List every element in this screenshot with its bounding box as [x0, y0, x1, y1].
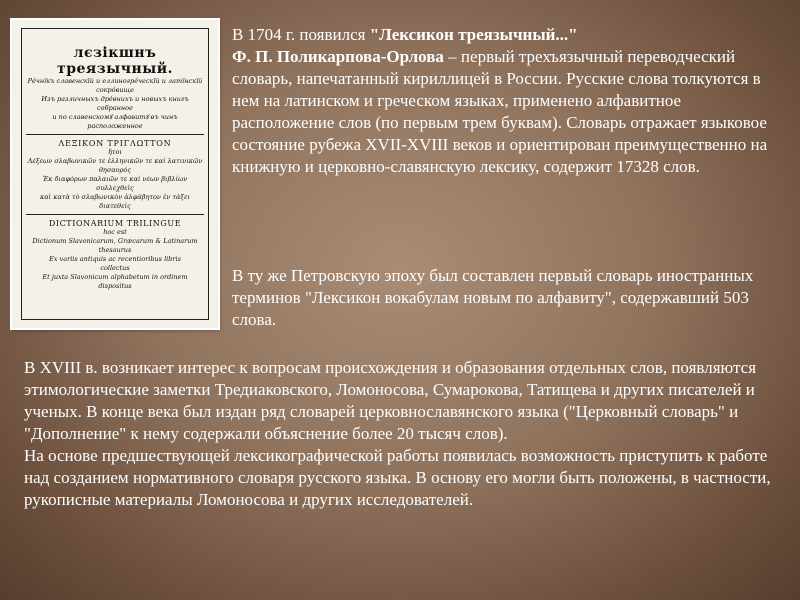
para1-intro: В 1704 г. появился: [232, 25, 370, 44]
para1-body: – первый трехъязычный переводческий словарь, напечатанный кириллицей в России. Русские слова толкуются в нем на латинском и греческом языках, применено алфавитное расположение слов (по первым трем буквам). Словарь отражает языковое состояние рубежа XVII-XVIII веков и ориентирован преимущественно на книжную и церковно-славянскую лексику, содержит 17328 слов.: [232, 47, 768, 176]
para1-title: "Лексикон треязычный...": [369, 25, 578, 44]
title-page-greek-line: Ἐκ διαφόρων παλαιῶν τε καὶ νέων βιβλίων: [42, 175, 188, 183]
title-page-slavonic-line: Изъ различныхъ дре́внихъ и новыхъ книгъ: [41, 95, 189, 103]
para3-body-1: В XVIII в. возникает интерес к вопросам происхождения и образования отдельных слов, появляются этимологические заметки Тредиаковского, Ломоносова, Сумарокова, Татищева и других писателей и ученых. В конце века был издан ряд словарей церковнославянского языка ("Церковный словарь" и "Дополнение" к нему содержали объяснение более 20 тысяч слов).: [24, 358, 757, 443]
paragraph-foreign-terms: [232, 265, 784, 331]
title-page-greek-line: διατεθεὶς: [99, 202, 131, 210]
title-page-slavonic-line: Ре́чнїкъ славенскїй и еллиногре́ческїй и латїнскїй: [27, 77, 203, 85]
title-page-latin-line: thesaurus: [98, 246, 132, 254]
title-page-greek-line: καὶ κατὰ τὸ σλαβωνικὸν ἀλφάβητον ἐν τάξει: [40, 193, 190, 201]
title-page-latin-line: hoc est: [103, 228, 127, 236]
title-page-greek-line: συλλεχθεὶς: [96, 184, 134, 192]
title-page-greek-heading: ΛΕΞΙΚΟΝ ΤΡΙΓΛΩΤΤΟΝ: [58, 139, 172, 148]
title-page-slavonic-line: сокро́вище: [96, 86, 134, 94]
lexicon-title-page-image: [12, 20, 218, 328]
title-page-latin-line: Et juxta Slavonicum alphabetum in ordinem: [42, 273, 188, 281]
title-page-slavonic-line: расположенное: [87, 122, 143, 130]
title-page-latin-line: Dictionum Slavonicarum, Græcarum & Latinarum: [32, 237, 198, 245]
title-page-greek-line: θησαυρός: [99, 166, 131, 174]
title-page-divider: [26, 134, 204, 135]
para3-body-2: На основе предшествующей лексикографической работы появилась возможность приступить к работе над созданием нормативного словаря русского языка. В основу его могли быть положены, в частности, рукописные материалы Ломоносова и других исследователей.: [24, 446, 771, 509]
title-page-slavonic-line: и по славенскомꙋ алфавитꙋ въ чинъ: [52, 113, 178, 121]
paragraph-18th-century: [24, 357, 784, 511]
title-page-greek-line: Λέξεων σλαβωνικῶν τε ἑλληνικῶν τε καὶ λατινικῶν: [27, 157, 203, 165]
title-page-latin-line: Ex variis antiquis ac recentioribus libris: [49, 255, 181, 263]
para1-author: Ф. П. Поликарпова-Орлова: [232, 47, 444, 66]
title-page-frame: [21, 28, 209, 320]
title-page-greek-line: ἤτοι: [108, 148, 122, 156]
title-page-latin-heading: DICTIONARIUM TRILINGUE: [48, 219, 182, 228]
title-page-slavonic-line: собранное: [97, 104, 133, 112]
title-page-heading: лєзікшнъ треязычный.: [57, 45, 173, 77]
title-page-divider: [26, 214, 204, 215]
title-page-latin-line: dispositus: [98, 282, 132, 290]
title-page-latin-line: collectus: [100, 264, 130, 272]
para2-body: В ту же Петровскую эпоху был составлен первый словарь иностранных терминов "Лексикон вокабулам новым по алфавиту", содержавший 503 слова.: [232, 266, 754, 329]
paragraph-lexicon-1704: [232, 24, 784, 178]
